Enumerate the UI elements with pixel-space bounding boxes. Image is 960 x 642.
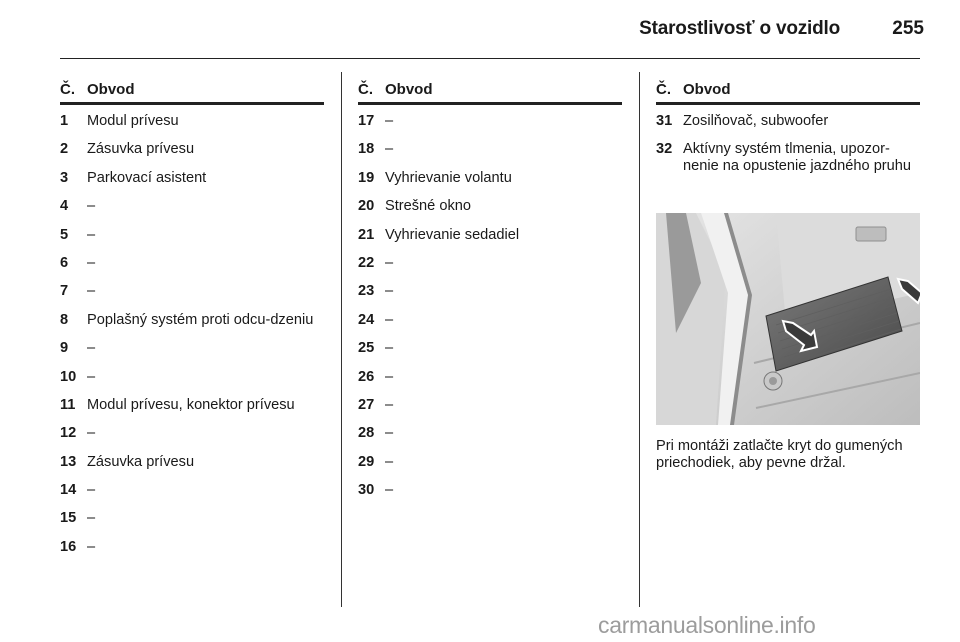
circuit-name: – bbox=[87, 538, 96, 555]
fuse-number: 29 bbox=[358, 453, 375, 470]
table-row bbox=[656, 141, 920, 175]
fuse-number: 9 bbox=[60, 340, 69, 357]
table-row bbox=[358, 397, 622, 414]
table-row bbox=[358, 454, 622, 471]
table-row bbox=[358, 482, 622, 499]
circuit-name: – bbox=[385, 396, 394, 413]
column-divider bbox=[639, 72, 640, 607]
fuse-number: 11 bbox=[60, 396, 76, 413]
fuse-table-column-3 bbox=[656, 80, 920, 187]
table-row bbox=[358, 283, 622, 300]
fuse-number: 26 bbox=[358, 368, 375, 385]
circuit-name: – bbox=[87, 198, 96, 215]
header-circuit-label: Obvod bbox=[385, 81, 433, 98]
fuse-number: 6 bbox=[60, 254, 69, 271]
circuit-name: – bbox=[87, 340, 96, 357]
table-row bbox=[60, 397, 324, 414]
fuse-number: 7 bbox=[60, 283, 69, 300]
circuit-name: Aktívny systém tlmenia, upozor-nenie na opustenie jazdného pruhu bbox=[683, 141, 912, 175]
table-header bbox=[358, 80, 622, 105]
header-divider bbox=[60, 58, 920, 59]
fuse-number: 1 bbox=[60, 113, 69, 129]
header-number-label: Č. bbox=[358, 81, 373, 98]
fuse-number: 3 bbox=[60, 169, 69, 186]
fuse-number: 16 bbox=[60, 538, 77, 555]
table-row bbox=[358, 340, 622, 357]
circuit-name: Zosilňovač, subwoofer bbox=[683, 113, 829, 129]
fuse-number: 2 bbox=[60, 141, 69, 158]
trunk-fuse-cover-photo bbox=[656, 213, 920, 425]
circuit-name: – bbox=[87, 254, 96, 271]
fuse-number: 30 bbox=[358, 482, 375, 499]
table-row bbox=[60, 340, 324, 357]
fuse-number: 12 bbox=[60, 425, 77, 442]
fuse-number: 4 bbox=[60, 198, 69, 215]
circuit-name: – bbox=[385, 283, 394, 300]
fuse-number: 28 bbox=[358, 425, 375, 442]
fuse-number: 31 bbox=[656, 113, 673, 129]
table-row bbox=[60, 283, 324, 300]
fuse-number: 17 bbox=[358, 113, 375, 129]
circuit-name: Modul prívesu, konektor prívesu bbox=[87, 396, 295, 413]
table-header bbox=[60, 80, 324, 105]
circuit-name: Vyhrievanie sedadiel bbox=[385, 226, 520, 243]
circuit-name: Strešné okno bbox=[385, 198, 471, 215]
circuit-name: – bbox=[385, 254, 394, 271]
fuse-number: 25 bbox=[358, 340, 375, 357]
fuse-number: 14 bbox=[60, 482, 77, 499]
table-row bbox=[358, 369, 622, 386]
table-header bbox=[656, 80, 920, 105]
table-row bbox=[358, 255, 622, 272]
fuse-number: 27 bbox=[358, 396, 375, 413]
table-row bbox=[60, 539, 324, 556]
circuit-name: – bbox=[385, 482, 394, 499]
table-row bbox=[358, 113, 622, 130]
table-row bbox=[656, 113, 920, 130]
fuse-number: 19 bbox=[358, 169, 375, 186]
circuit-name: – bbox=[87, 283, 96, 300]
table-row bbox=[60, 454, 324, 471]
circuit-name: – bbox=[385, 425, 394, 442]
table-row bbox=[60, 198, 324, 215]
site-watermark: carmanualsonline.info bbox=[598, 612, 816, 638]
fuse-number: 10 bbox=[60, 368, 77, 385]
table-row bbox=[60, 369, 324, 386]
circuit-name: – bbox=[385, 368, 394, 385]
header-number-label: Č. bbox=[60, 81, 75, 98]
table-row bbox=[358, 312, 622, 329]
photo-caption: Pri montáži zatlačte kryt do gumených priechodiek, aby pevne držal. bbox=[656, 438, 903, 471]
circuit-name: – bbox=[385, 113, 394, 129]
column-divider bbox=[341, 72, 342, 607]
fuse-number: 8 bbox=[60, 311, 69, 328]
circuit-name: Modul prívesu bbox=[87, 113, 179, 129]
table-row bbox=[358, 170, 622, 187]
table-row bbox=[60, 425, 324, 442]
fuse-table-column-1 bbox=[60, 80, 324, 567]
fuse-number: 32 bbox=[656, 141, 673, 158]
circuit-name: – bbox=[87, 226, 96, 243]
table-row bbox=[358, 227, 622, 244]
circuit-name: – bbox=[385, 340, 394, 357]
section-title: Starostlivosť o vozidlo bbox=[639, 18, 840, 39]
circuit-name: Zásuvka prívesu bbox=[87, 453, 195, 470]
header-circuit-label: Obvod bbox=[683, 81, 731, 98]
circuit-name: Zásuvka prívesu bbox=[87, 141, 195, 158]
circuit-name: – bbox=[385, 453, 394, 470]
fuse-number: 5 bbox=[60, 226, 69, 243]
circuit-name: – bbox=[87, 425, 96, 442]
table-row bbox=[60, 312, 324, 329]
fuse-cover-illustration bbox=[656, 213, 920, 425]
table-row bbox=[60, 141, 324, 158]
circuit-name: Poplašný systém proti odcu-dzeniu bbox=[87, 311, 314, 328]
table-row bbox=[60, 170, 324, 187]
page-number: 255 bbox=[892, 18, 924, 39]
table-row bbox=[60, 255, 324, 272]
circuit-name: Parkovací asistent bbox=[87, 169, 207, 186]
fuse-number: 23 bbox=[358, 283, 375, 300]
circuit-name: – bbox=[385, 311, 394, 328]
fuse-number: 22 bbox=[358, 254, 375, 271]
circuit-name: Vyhrievanie volantu bbox=[385, 169, 512, 186]
fuse-number: 13 bbox=[60, 453, 77, 470]
table-row bbox=[60, 482, 324, 499]
table-row bbox=[60, 227, 324, 244]
table-row bbox=[60, 113, 324, 130]
circuit-name: – bbox=[87, 510, 96, 527]
table-row bbox=[358, 425, 622, 442]
circuit-name: – bbox=[87, 368, 96, 385]
fuse-number: 15 bbox=[60, 510, 77, 527]
table-row bbox=[358, 198, 622, 215]
header-number-label: Č. bbox=[656, 81, 671, 98]
fuse-number: 18 bbox=[358, 141, 375, 158]
fuse-number: 24 bbox=[358, 311, 375, 328]
circuit-name: – bbox=[385, 141, 394, 158]
header-circuit-label: Obvod bbox=[87, 81, 135, 98]
table-row bbox=[358, 141, 622, 158]
fuse-number: 20 bbox=[358, 198, 375, 215]
table-row bbox=[60, 510, 324, 527]
circuit-name: – bbox=[87, 482, 96, 499]
fuse-table-column-2 bbox=[358, 80, 622, 510]
fuse-number: 21 bbox=[358, 226, 375, 243]
